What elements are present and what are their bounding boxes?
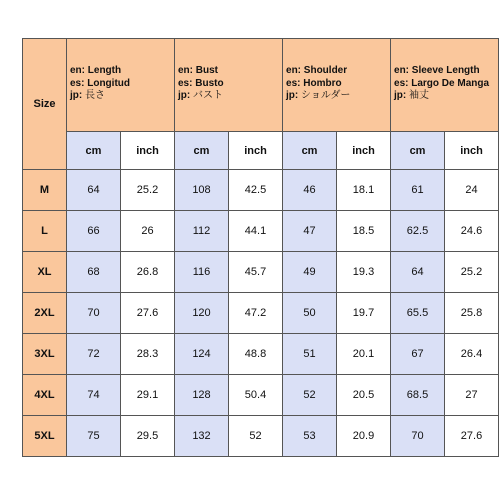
length-jp: jp: 長さ xyxy=(70,90,105,101)
value-cell: 70 xyxy=(67,293,121,334)
value-cell: 52 xyxy=(229,416,283,457)
shoulder-cm-header: cm xyxy=(283,132,337,170)
table-row xyxy=(23,170,499,211)
value-cell: 47 xyxy=(283,211,337,252)
size-cell: 5XL xyxy=(23,416,67,457)
table-row xyxy=(23,252,499,293)
bust-group-header xyxy=(175,39,283,132)
table-row xyxy=(23,334,499,375)
value-cell: 26 xyxy=(121,211,175,252)
value-cell: 29.5 xyxy=(121,416,175,457)
value-cell: 46 xyxy=(283,170,337,211)
value-cell: 116 xyxy=(175,252,229,293)
value-cell: 52 xyxy=(283,375,337,416)
value-cell: 20.5 xyxy=(337,375,391,416)
length-group-header xyxy=(67,39,175,132)
value-cell: 44.1 xyxy=(229,211,283,252)
size-column-header: Size xyxy=(23,39,67,170)
value-cell: 112 xyxy=(175,211,229,252)
size-cell: XL xyxy=(23,252,67,293)
value-cell: 62.5 xyxy=(391,211,445,252)
value-cell: 25.8 xyxy=(445,293,499,334)
sleeve-length-en: en: Sleeve Length xyxy=(394,65,480,76)
value-cell: 50.4 xyxy=(229,375,283,416)
value-cell: 74 xyxy=(67,375,121,416)
value-cell: 65.5 xyxy=(391,293,445,334)
value-cell: 128 xyxy=(175,375,229,416)
value-cell: 49 xyxy=(283,252,337,293)
value-cell: 64 xyxy=(391,252,445,293)
length-cm-header: cm xyxy=(67,132,121,170)
value-cell: 28.3 xyxy=(121,334,175,375)
value-cell: 27.6 xyxy=(121,293,175,334)
sleeve-cm-header: cm xyxy=(391,132,445,170)
value-cell: 26.8 xyxy=(121,252,175,293)
value-cell: 68 xyxy=(67,252,121,293)
value-cell: 47.2 xyxy=(229,293,283,334)
value-cell: 72 xyxy=(67,334,121,375)
value-cell: 27 xyxy=(445,375,499,416)
shoulder-inch-header: inch xyxy=(337,132,391,170)
size-cell: L xyxy=(23,211,67,252)
length-inch-header: inch xyxy=(121,132,175,170)
value-cell: 51 xyxy=(283,334,337,375)
value-cell: 45.7 xyxy=(229,252,283,293)
value-cell: 20.1 xyxy=(337,334,391,375)
bust-es: es: Busto xyxy=(178,77,224,89)
size-cell: M xyxy=(23,170,67,211)
value-cell: 42.5 xyxy=(229,170,283,211)
value-cell: 66 xyxy=(67,211,121,252)
table-row xyxy=(23,211,499,252)
value-cell: 19.7 xyxy=(337,293,391,334)
value-cell: 18.1 xyxy=(337,170,391,211)
table-row xyxy=(23,375,499,416)
value-cell: 53 xyxy=(283,416,337,457)
value-cell: 132 xyxy=(175,416,229,457)
bust-en: en: Bust xyxy=(178,65,219,76)
value-cell: 50 xyxy=(283,293,337,334)
value-cell: 108 xyxy=(175,170,229,211)
value-cell: 26.4 xyxy=(445,334,499,375)
value-cell: 70 xyxy=(391,416,445,457)
shoulder-es: es: Hombro xyxy=(286,77,342,89)
value-cell: 67 xyxy=(391,334,445,375)
sleeve-length-es: es: Largo De Manga xyxy=(394,77,490,89)
value-cell: 124 xyxy=(175,334,229,375)
value-cell: 120 xyxy=(175,293,229,334)
value-cell: 24.6 xyxy=(445,211,499,252)
length-en: en: Length xyxy=(70,65,122,76)
sleeve-inch-header: inch xyxy=(445,132,499,170)
value-cell: 64 xyxy=(67,170,121,211)
sleeve-length-jp: jp: 袖丈 xyxy=(394,90,430,101)
bust-jp: jp: バスト xyxy=(178,90,223,101)
table-row xyxy=(23,416,499,457)
value-cell: 20.9 xyxy=(337,416,391,457)
value-cell: 24 xyxy=(445,170,499,211)
value-cell: 29.1 xyxy=(121,375,175,416)
size-cell: 3XL xyxy=(23,334,67,375)
value-cell: 25.2 xyxy=(445,252,499,293)
table-row xyxy=(23,293,499,334)
bust-inch-header: inch xyxy=(229,132,283,170)
size-cell: 2XL xyxy=(23,293,67,334)
value-cell: 19.3 xyxy=(337,252,391,293)
size-cell: 4XL xyxy=(23,375,67,416)
value-cell: 25.2 xyxy=(121,170,175,211)
value-cell: 68.5 xyxy=(391,375,445,416)
sleeve-length-group-header xyxy=(391,39,499,132)
value-cell: 27.6 xyxy=(445,416,499,457)
shoulder-en: en: Shoulder xyxy=(286,65,348,76)
size-chart-table xyxy=(22,38,499,457)
value-cell: 75 xyxy=(67,416,121,457)
value-cell: 48.8 xyxy=(229,334,283,375)
shoulder-group-header xyxy=(283,39,391,132)
value-cell: 61 xyxy=(391,170,445,211)
bust-cm-header: cm xyxy=(175,132,229,170)
length-es: es: Longitud xyxy=(70,77,130,89)
value-cell: 18.5 xyxy=(337,211,391,252)
shoulder-jp: jp: ショルダー xyxy=(286,90,351,101)
